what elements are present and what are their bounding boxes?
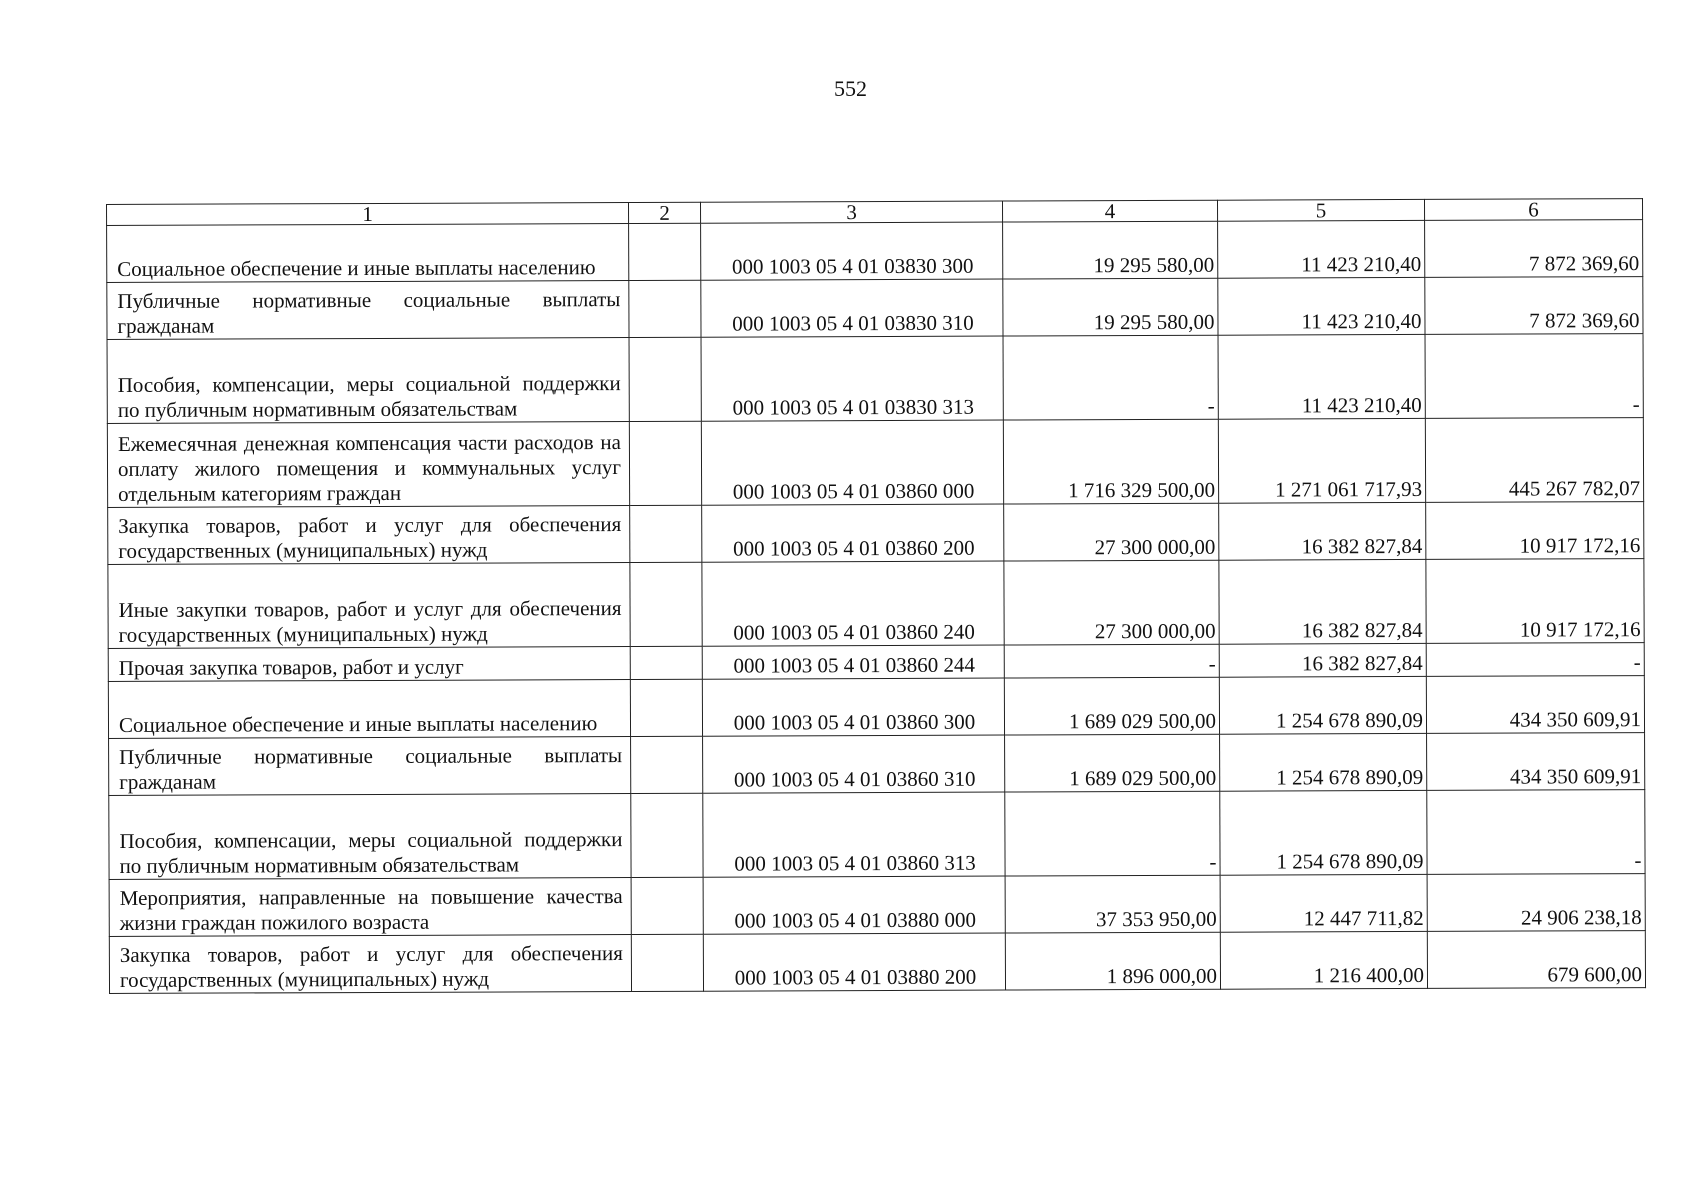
row-col4: 1 716 329 500,00 [1003, 419, 1218, 504]
row-name: Прочая закупка товаров, работ и услуг [108, 646, 630, 681]
header-col-1: 1 [107, 202, 629, 225]
header-col-5: 5 [1217, 199, 1424, 221]
row-col5: 16 382 827,84 [1219, 559, 1426, 644]
header-col-3: 3 [700, 201, 1002, 223]
row-col6: 7 872 369,60 [1425, 277, 1643, 335]
row-col6: 434 350 609,91 [1426, 676, 1644, 734]
row-col5: 1 216 400,00 [1220, 931, 1427, 989]
row-col2 [630, 679, 702, 736]
row-col4: - [1004, 644, 1219, 678]
row-code: 000 1003 05 4 01 03830 300 [701, 222, 1003, 280]
row-code: 000 1003 05 4 01 03860 310 [703, 735, 1005, 793]
row-col2 [630, 505, 702, 562]
table-row [108, 502, 1644, 565]
row-col5: 11 423 210,40 [1218, 220, 1425, 278]
row-col2 [629, 337, 701, 421]
row-col6: 7 872 369,60 [1425, 220, 1643, 278]
row-name: Иные закупки товаров, работ и услуг для обеспечения государственных (муниципальных) нужд [108, 562, 630, 648]
row-code: 000 1003 05 4 01 03860 300 [702, 678, 1004, 736]
row-col5: 1 254 678 890,09 [1220, 790, 1427, 875]
page-number: 552 [834, 76, 867, 101]
row-col4: 19 295 580,00 [1003, 278, 1218, 336]
budget-table [106, 198, 1646, 994]
table-body [107, 220, 1646, 994]
row-name: Публичные нормативные социальные выплаты гражданам [107, 280, 629, 339]
row-col4: - [1003, 335, 1218, 420]
row-col5: 11 423 210,40 [1218, 334, 1425, 419]
row-col6: 679 600,00 [1427, 931, 1645, 989]
table-row [109, 733, 1645, 796]
row-code: 000 1003 05 4 01 03860 244 [702, 645, 1004, 679]
row-col2 [630, 646, 702, 679]
table-row [108, 676, 1644, 739]
row-name: Ежемесячная денежная компенсация части расходов на оплату жилого помещения и коммунальных услуг отдельным категориям граждан [107, 421, 629, 507]
row-col4: 27 300 000,00 [1004, 560, 1219, 645]
row-code: 000 1003 05 4 01 03860 313 [703, 792, 1005, 877]
row-col2 [629, 223, 701, 280]
row-col2 [631, 934, 703, 991]
row-col5: 1 254 678 890,09 [1220, 733, 1427, 791]
table-row [107, 334, 1643, 424]
table-row [107, 277, 1643, 340]
row-col6: 10 917 172,16 [1426, 502, 1644, 560]
row-col2 [631, 877, 703, 934]
table-row [107, 220, 1643, 283]
row-name: Мероприятия, направленные на повышение качества жизни граждан пожилого возраста [109, 877, 631, 936]
row-code: 000 1003 05 4 01 03860 240 [702, 561, 1004, 646]
row-col2 [629, 421, 701, 505]
row-name: Социальное обеспечение и иные выплаты населению [107, 223, 629, 282]
row-col6: - [1425, 334, 1643, 419]
row-name: Пособия, компенсации, меры социальной поддержки по публичным нормативным обязательствам [109, 793, 631, 879]
row-name: Социальное обеспечение и иные выплаты населению [108, 679, 630, 738]
row-col5: 16 382 827,84 [1219, 502, 1426, 560]
table-row [109, 790, 1645, 880]
budget-table-container [106, 198, 1645, 994]
row-name: Публичные нормативные социальные выплаты гражданам [109, 736, 631, 795]
row-col2 [631, 736, 703, 793]
table-row [108, 643, 1644, 682]
row-col6: 445 267 782,07 [1425, 418, 1643, 503]
row-name: Закупка товаров, работ и услуг для обеспечения государственных (муниципальных) нужд [109, 934, 631, 993]
row-col2 [630, 562, 702, 646]
table-row [107, 418, 1643, 508]
table-row [109, 931, 1645, 994]
row-name: Пособия, компенсации, меры социальной поддержки по публичным нормативным обязательствам [107, 337, 629, 423]
row-col4: 19 295 580,00 [1003, 221, 1218, 279]
row-code: 000 1003 05 4 01 03860 000 [701, 420, 1003, 505]
row-col5: 1 254 678 890,09 [1219, 676, 1426, 734]
row-col4: 1 689 029 500,00 [1004, 677, 1219, 735]
row-col2 [631, 793, 703, 877]
header-col-2: 2 [628, 202, 700, 223]
header-col-6: 6 [1424, 199, 1642, 221]
row-col4: - [1005, 791, 1220, 876]
table-row [109, 874, 1645, 937]
row-col4: 1 896 000,00 [1005, 932, 1220, 990]
row-col5: 16 382 827,84 [1219, 643, 1426, 677]
row-code: 000 1003 05 4 01 03880 200 [703, 933, 1005, 991]
row-code: 000 1003 05 4 01 03830 313 [701, 336, 1003, 421]
row-col5: 1 271 061 717,93 [1218, 418, 1425, 503]
row-col5: 12 447 711,82 [1220, 874, 1427, 932]
row-col6: - [1427, 790, 1645, 875]
row-col6: 10 917 172,16 [1426, 559, 1644, 644]
row-code: 000 1003 05 4 01 03880 000 [703, 876, 1005, 934]
row-code: 000 1003 05 4 01 03860 200 [702, 504, 1004, 562]
header-col-4: 4 [1002, 200, 1217, 222]
row-col4: 27 300 000,00 [1004, 503, 1219, 561]
row-col4: 37 353 950,00 [1005, 875, 1220, 933]
row-col5: 11 423 210,40 [1218, 277, 1425, 335]
row-code: 000 1003 05 4 01 03830 310 [701, 279, 1003, 337]
row-col6: 24 906 238,18 [1427, 874, 1645, 932]
row-col4: 1 689 029 500,00 [1005, 734, 1220, 792]
row-name: Закупка товаров, работ и услуг для обеспечения государственных (муниципальных) нужд [108, 505, 630, 564]
row-col6: 434 350 609,91 [1427, 733, 1645, 791]
row-col6: - [1426, 643, 1644, 677]
row-col2 [629, 280, 701, 337]
table-row [108, 559, 1644, 649]
